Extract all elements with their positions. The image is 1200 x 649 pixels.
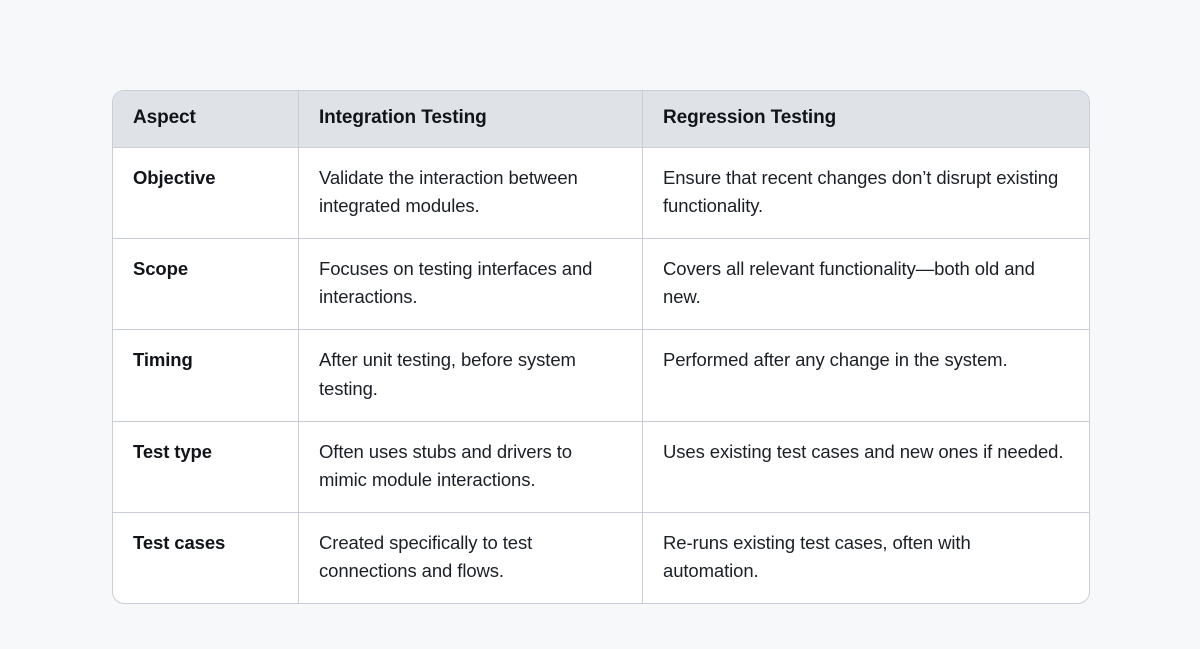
table-row: [113, 422, 1089, 513]
cell-integration: Focuses on testing interfaces and interactions.: [299, 239, 643, 330]
column-header-regression-testing: Regression Testing: [643, 91, 1089, 148]
cell-aspect: Objective: [113, 148, 299, 239]
column-header-aspect: Aspect: [113, 91, 299, 148]
cell-regression: Covers all relevant functionality—both old and new.: [643, 239, 1089, 330]
table-row: [113, 330, 1089, 421]
table-row: [113, 513, 1089, 603]
cell-integration: After unit testing, before system testing.: [299, 330, 643, 421]
table-header-row: [113, 91, 1089, 148]
cell-regression: Uses existing test cases and new ones if needed.: [643, 422, 1089, 513]
comparison-table-container: [112, 90, 1088, 604]
table-body: [113, 148, 1089, 603]
cell-aspect: Scope: [113, 239, 299, 330]
table-header: [113, 91, 1089, 148]
cell-integration: Validate the interaction between integrated modules.: [299, 148, 643, 239]
cell-integration: Often uses stubs and drivers to mimic module interactions.: [299, 422, 643, 513]
cell-aspect: Timing: [113, 330, 299, 421]
column-header-integration-testing: Integration Testing: [299, 91, 643, 148]
cell-regression: Ensure that recent changes don’t disrupt existing functionality.: [643, 148, 1089, 239]
cell-aspect: Test cases: [113, 513, 299, 603]
cell-integration: Created specifically to test connections and flows.: [299, 513, 643, 603]
table-row: [113, 239, 1089, 330]
cell-regression: Re-runs existing test cases, often with automation.: [663, 531, 971, 581]
cell-regression: Performed after any change in the system.: [643, 330, 1089, 421]
table-row: [113, 148, 1089, 239]
cell-aspect: Test type: [113, 422, 299, 513]
comparison-table: [112, 90, 1090, 604]
